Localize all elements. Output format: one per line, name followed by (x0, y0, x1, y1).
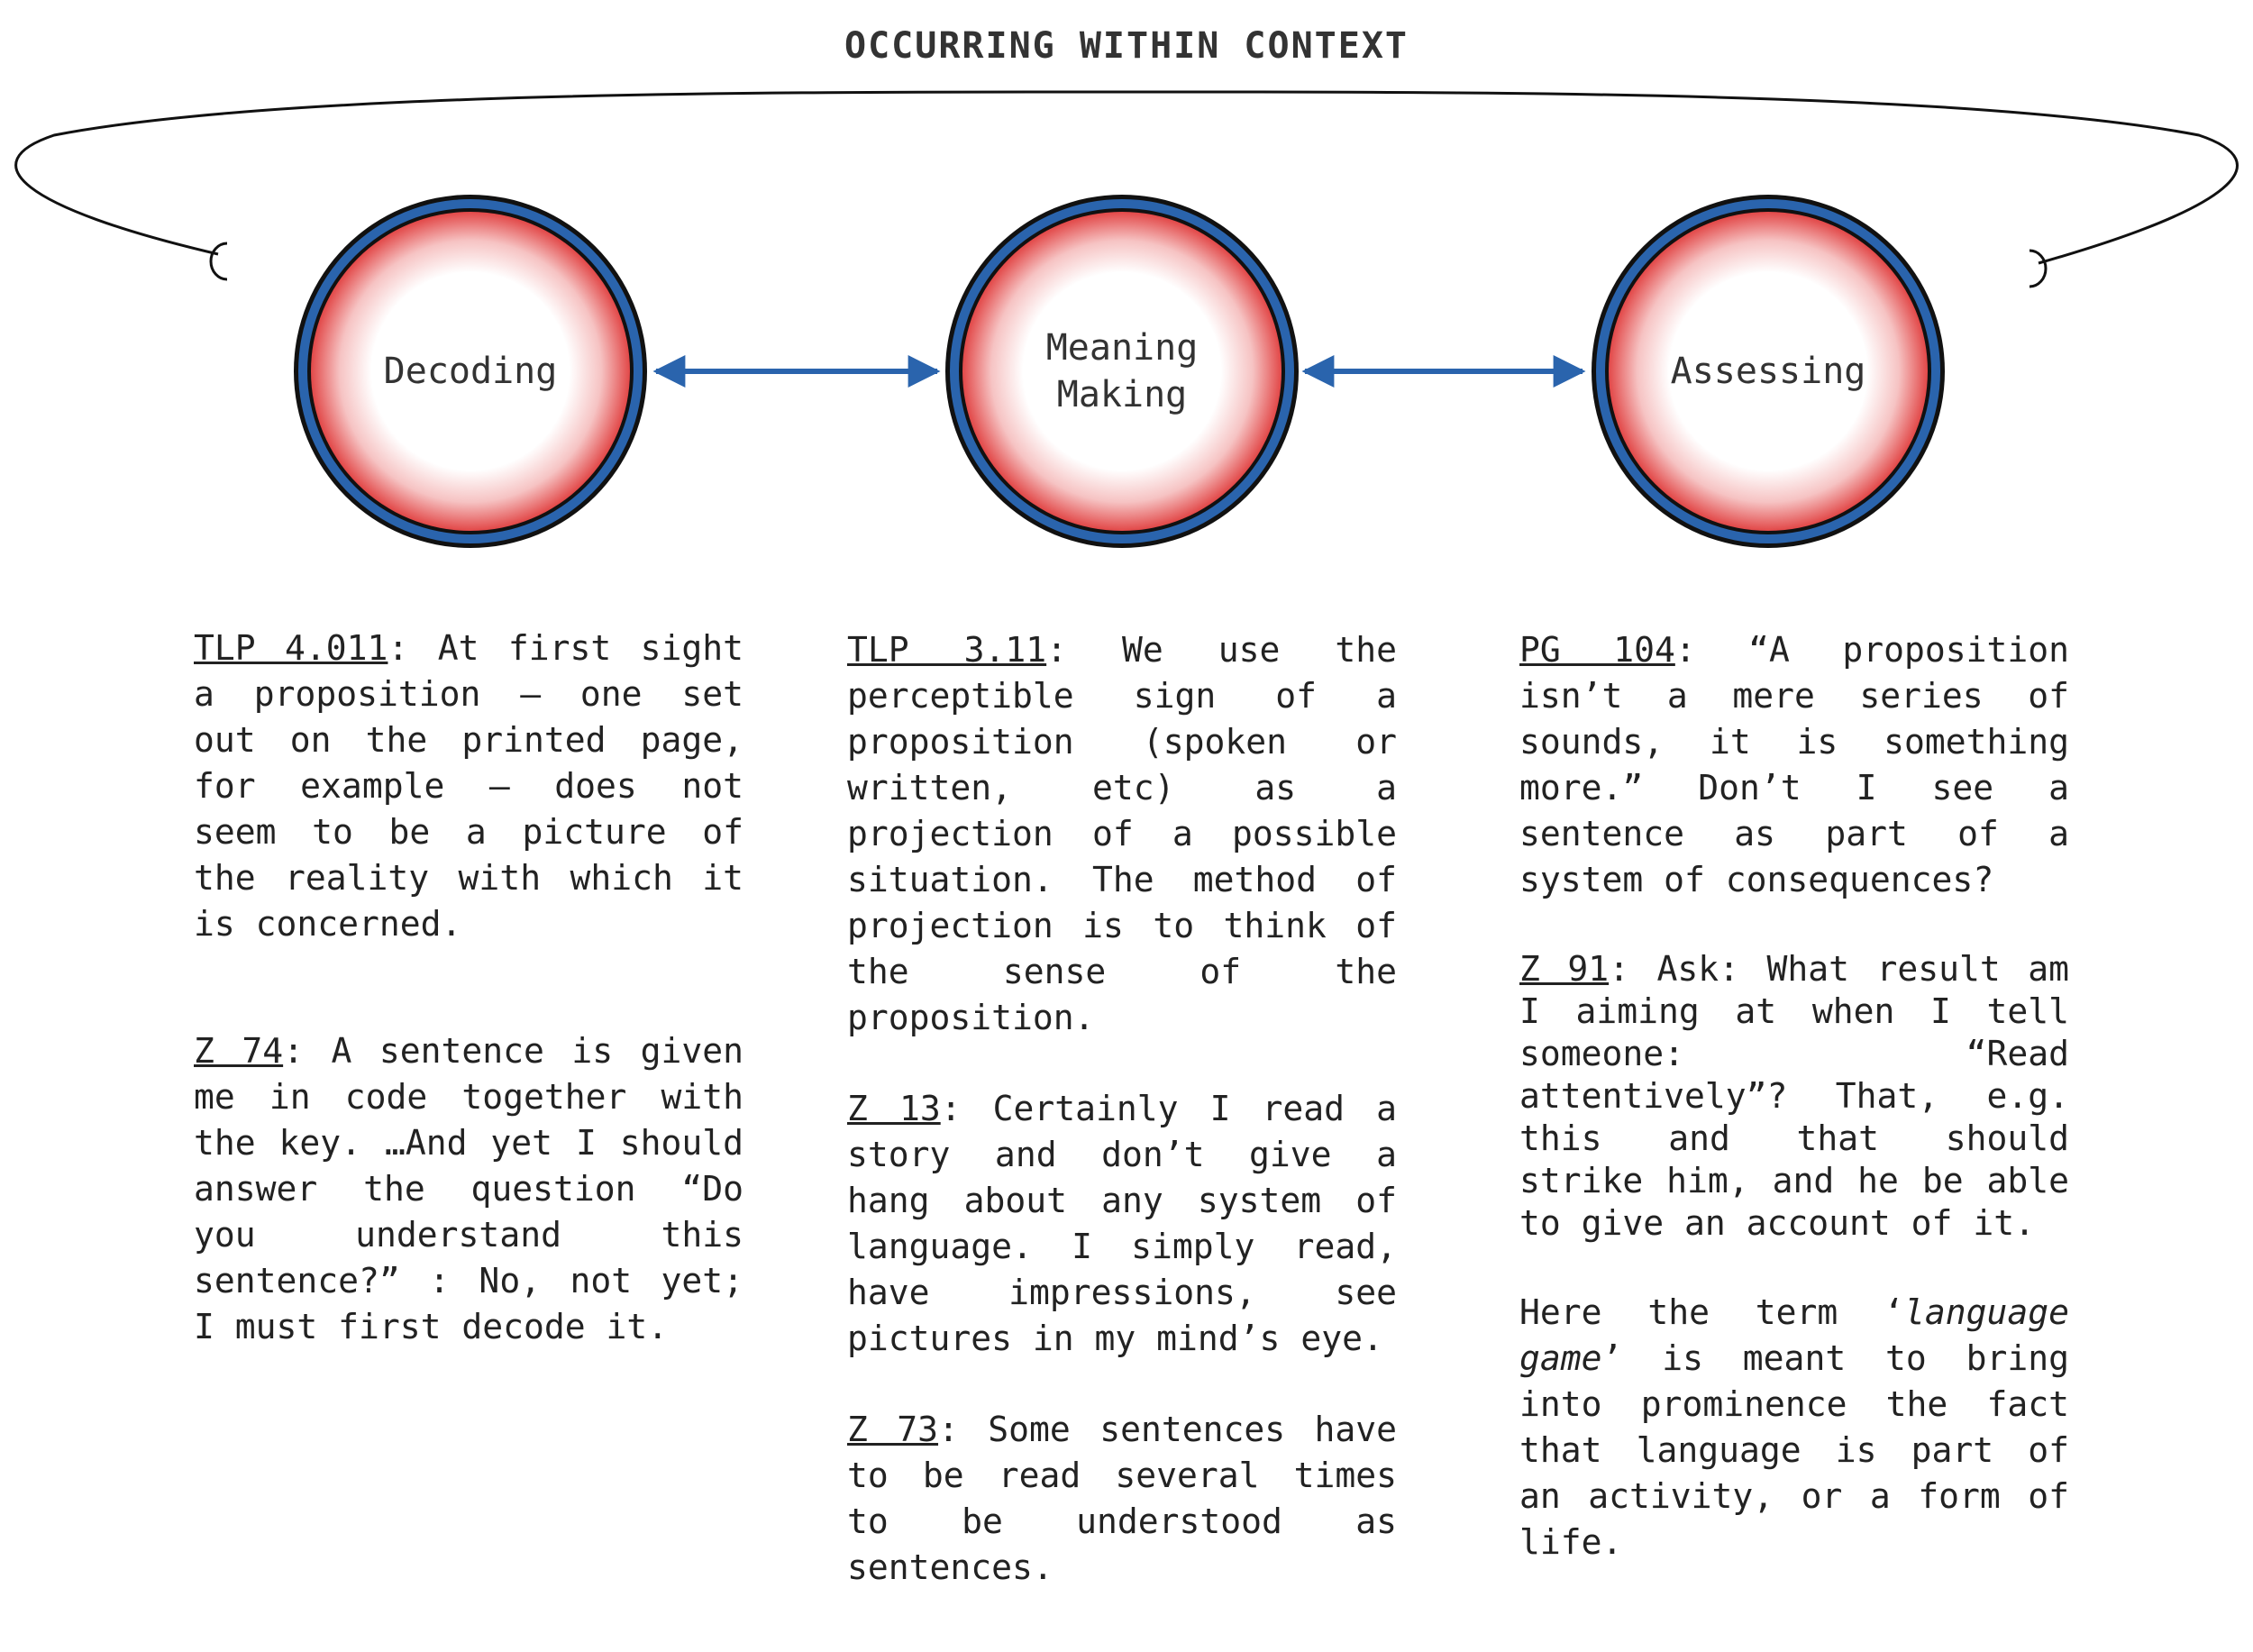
node-label-line: Meaning (1045, 327, 1199, 369)
quote-text-after: ’ is meant to bring into prominence the fact that language is part of an activity, or a form of life. (1519, 1338, 2069, 1562)
node-label-line: Decoding (383, 351, 558, 392)
quote-text: : We use the perceptible sign of a proposition (spoken or written, etc) as a projection of a possible situation. The method of projection is to think of the sense of the proposition. (847, 630, 1397, 1037)
quote-reference: Z 74 (194, 1031, 284, 1071)
quote-paragraph (194, 625, 743, 947)
node-label-line: Assessing (1670, 351, 1866, 392)
quote-text: : Some sentences have to be read several times to be understood as sentences. (847, 1410, 1398, 1587)
quote-reference: Z 13 (847, 1089, 941, 1128)
quote-text: : “A proposition isn’t a mere series of sounds, it is something more.” Don’t I see a sentence as part of a system of consequences? (1519, 630, 2069, 899)
quote-reference: TLP 4.011 (194, 628, 388, 668)
quote-paragraph (194, 1028, 743, 1350)
node-label-line: Making (1056, 374, 1188, 415)
quote-text: : Certainly I read a story and don’t give a hang about any system of language. I simply read, have impressions, see pictures in my mind’s eye. (847, 1089, 1397, 1358)
quote-reference: TLP 3.11 (847, 630, 1047, 670)
diagram-title: OCCURRING WITHIN CONTEXT (844, 25, 1409, 67)
column-decoding (194, 625, 743, 1395)
column-meaning-making (847, 627, 1397, 1636)
quote-paragraph (1519, 627, 2069, 903)
node-decoding-label (326, 348, 615, 395)
quote-paragraph (847, 1086, 1397, 1362)
context-loop-left-end (211, 243, 227, 279)
quote-emphasis: language game (1519, 1292, 2069, 1378)
node-assessing-label (1624, 348, 1912, 395)
quote-reference: Z 73 (847, 1410, 939, 1449)
column-assessing (1519, 627, 2069, 1611)
quote-reference: PG 104 (1519, 630, 1675, 670)
quote-paragraph (1519, 1290, 2069, 1565)
quote-text: Here the term ‘ (1519, 1292, 1904, 1332)
quote-paragraph (847, 627, 1397, 1041)
quote-text: : Ask: What result am I aiming at when I tell someone: “Read attentively”? That, e.g. this and that should strike him, and he be able to give an account of it. (1519, 949, 2069, 1243)
quote-paragraph (847, 1407, 1397, 1591)
quote-paragraph (1519, 948, 2069, 1245)
node-meaning-making-label (978, 324, 1266, 418)
quote-reference: Z 91 (1519, 949, 1610, 989)
context-loop-right-end (2030, 251, 2046, 287)
quote-text: : A sentence is given me in code together with the key. …And yet I should answer the question “Do you understand this sentence?” : No, not yet; I must first decode it. (194, 1031, 743, 1346)
quote-text: : At first sight a proposition – one set out on the printed page, for example – does not seem to be a picture of the reality with which it is concerned. (194, 628, 744, 944)
